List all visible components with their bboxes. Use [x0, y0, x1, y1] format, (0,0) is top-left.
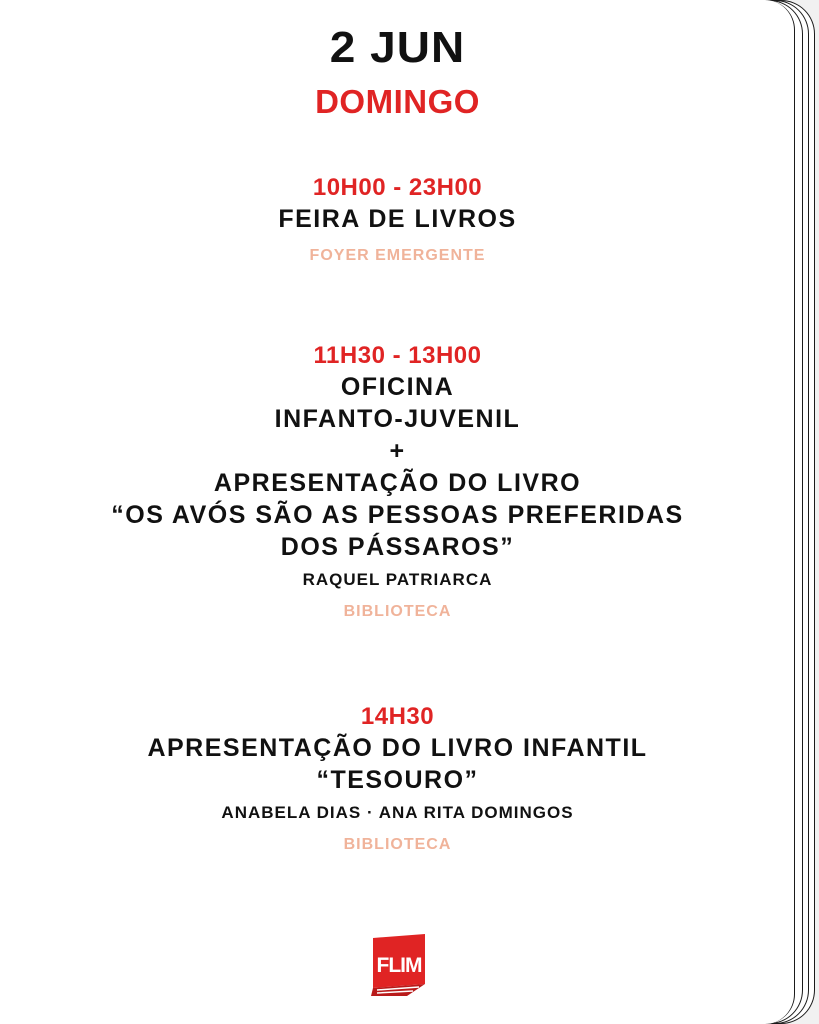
event-title	[0, 371, 795, 563]
flim-logo-text: FLIM	[376, 954, 422, 977]
event-title-line: OFICINA	[340, 373, 455, 401]
event-title	[0, 203, 795, 235]
event-title-line: DOS PÁSSAROS”	[280, 533, 515, 561]
event-title-line: “TESOURO”	[316, 766, 479, 794]
event-oficina-infanto-juvenil	[0, 341, 795, 623]
event-title-line: “OS AVÓS SÃO AS PESSOAS PREFERIDAS	[111, 501, 684, 529]
event-time: 14H30	[360, 703, 435, 730]
flim-logo-icon	[367, 932, 431, 998]
event-author: RAQUEL PATRIARCA	[302, 570, 493, 589]
event-venue: FOYER EMERGENTE	[309, 247, 486, 264]
event-time: 11H30 - 13H00	[313, 342, 482, 369]
flim-logo	[367, 932, 431, 998]
date-heading: 2 JUN	[329, 22, 466, 72]
event-title-line: FEIRA DE LIVROS	[278, 205, 517, 233]
event-venue: BIBLIOTECA	[343, 836, 452, 853]
event-venue: BIBLIOTECA	[343, 603, 452, 620]
event-title-line: APRESENTAÇÃO DO LIVRO INFANTIL	[147, 734, 648, 762]
event-title-line: APRESENTAÇÃO DO LIVRO	[213, 469, 582, 497]
event-tesouro	[0, 702, 795, 856]
event-author: ANABELA DIAS · ANA RITA DOMINGOS	[221, 803, 574, 822]
event-title-line: +	[389, 437, 406, 465]
event-title	[0, 732, 795, 796]
weekday-heading: DOMINGO	[315, 83, 480, 120]
event-title-line: INFANTO-JUVENIL	[274, 405, 521, 433]
event-time: 10H00 - 23H00	[312, 174, 483, 201]
event-feira-de-livros	[0, 173, 795, 267]
